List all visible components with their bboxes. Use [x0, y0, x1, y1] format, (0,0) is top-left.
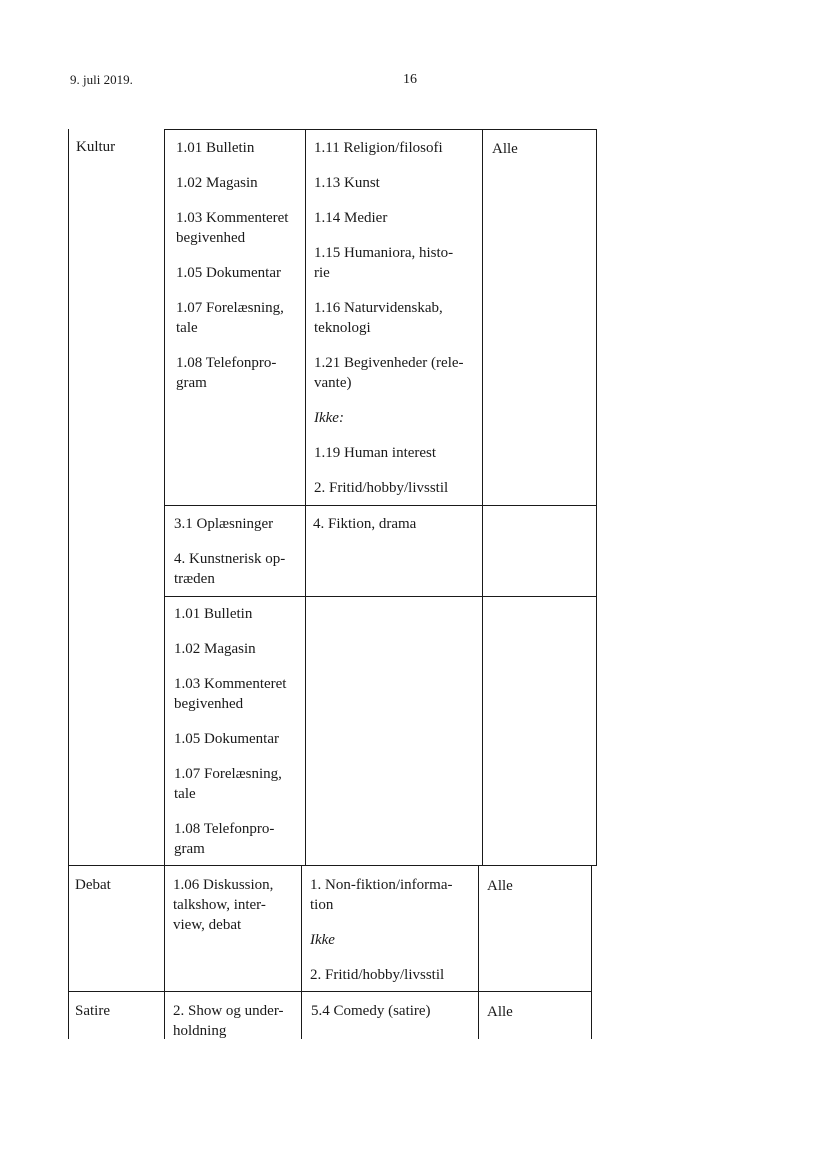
- list-item: 1.11 Religion/filosofi: [314, 140, 443, 156]
- list-item: 1.06 Diskussion, talkshow, inter- view, debat: [173, 877, 274, 933]
- list-item: 1.07 Forelæsning, tale: [176, 300, 284, 336]
- document-date: 9. juli 2019.: [70, 72, 133, 87]
- category-kultur: Kultur: [76, 139, 116, 155]
- list-item: 1.08 Telefonpro- gram: [176, 355, 277, 391]
- list-item: 1.07 Forelæsning, tale: [174, 766, 282, 802]
- list-item: 1.03 Kommenteret begivenhed: [174, 676, 287, 712]
- list-item: 1.08 Telefonpro- gram: [174, 821, 275, 857]
- cell-kultur-subjects: [314, 138, 464, 498]
- list-item: 1.19 Human interest: [314, 445, 437, 461]
- cell-debat-subjects: [310, 875, 452, 985]
- list-item: 1. Non-fiktion/informa- tion: [310, 877, 453, 913]
- cell-readings-subjects: [313, 514, 416, 534]
- cell-readings-genres: [174, 514, 285, 589]
- list-item: 1.01 Bulletin: [176, 140, 255, 156]
- list-item: 4. Kunstnerisk op- træden: [174, 551, 286, 587]
- audience-cell: Alle: [487, 878, 513, 894]
- list-item: 1.14 Medier: [314, 210, 388, 226]
- category-debat: Debat: [75, 877, 111, 893]
- list-item: 1.16 Naturvidenskab, teknologi: [314, 300, 443, 336]
- cell-satire-subjects: [311, 1001, 431, 1021]
- list-item: 1.15 Humaniora, histo- rie: [314, 245, 454, 281]
- list-item: 2. Fritid/hobby/livsstil: [310, 967, 445, 983]
- cell-debat-genres: [173, 875, 273, 935]
- list-item: 1.02 Magasin: [176, 175, 258, 191]
- list-item: 1.03 Kommenteret begivenhed: [176, 210, 289, 246]
- page-number: 16: [403, 72, 417, 87]
- list-item: 2. Fritid/hobby/livsstil: [314, 480, 449, 496]
- list-item: 4. Fiktion, drama: [313, 516, 417, 532]
- cell-kultur-genres: [176, 138, 288, 393]
- list-item: 1.05 Dokumentar: [176, 265, 281, 281]
- list-item: 1.13 Kunst: [314, 175, 380, 191]
- exclusion-label: Ikke: [310, 932, 335, 948]
- category-satire: Satire: [75, 1003, 110, 1019]
- exclusion-label: Ikke:: [314, 410, 344, 426]
- list-item: 3.1 Oplæsninger: [174, 516, 274, 532]
- list-item: 5.4 Comedy (satire): [311, 1003, 431, 1019]
- audience-cell: Alle: [492, 141, 518, 157]
- audience-cell: Alle: [487, 1004, 513, 1020]
- list-item: 1.01 Bulletin: [174, 606, 253, 622]
- cell-satire-genres: [173, 1001, 284, 1041]
- list-item: 1.02 Magasin: [174, 641, 256, 657]
- list-item: 2. Show og under- holdning: [173, 1003, 284, 1039]
- list-item: 1.21 Begivenheder (rele- vante): [314, 355, 464, 391]
- list-item: 1.05 Dokumentar: [174, 731, 279, 747]
- cell-kultur-genres-2: [174, 604, 286, 859]
